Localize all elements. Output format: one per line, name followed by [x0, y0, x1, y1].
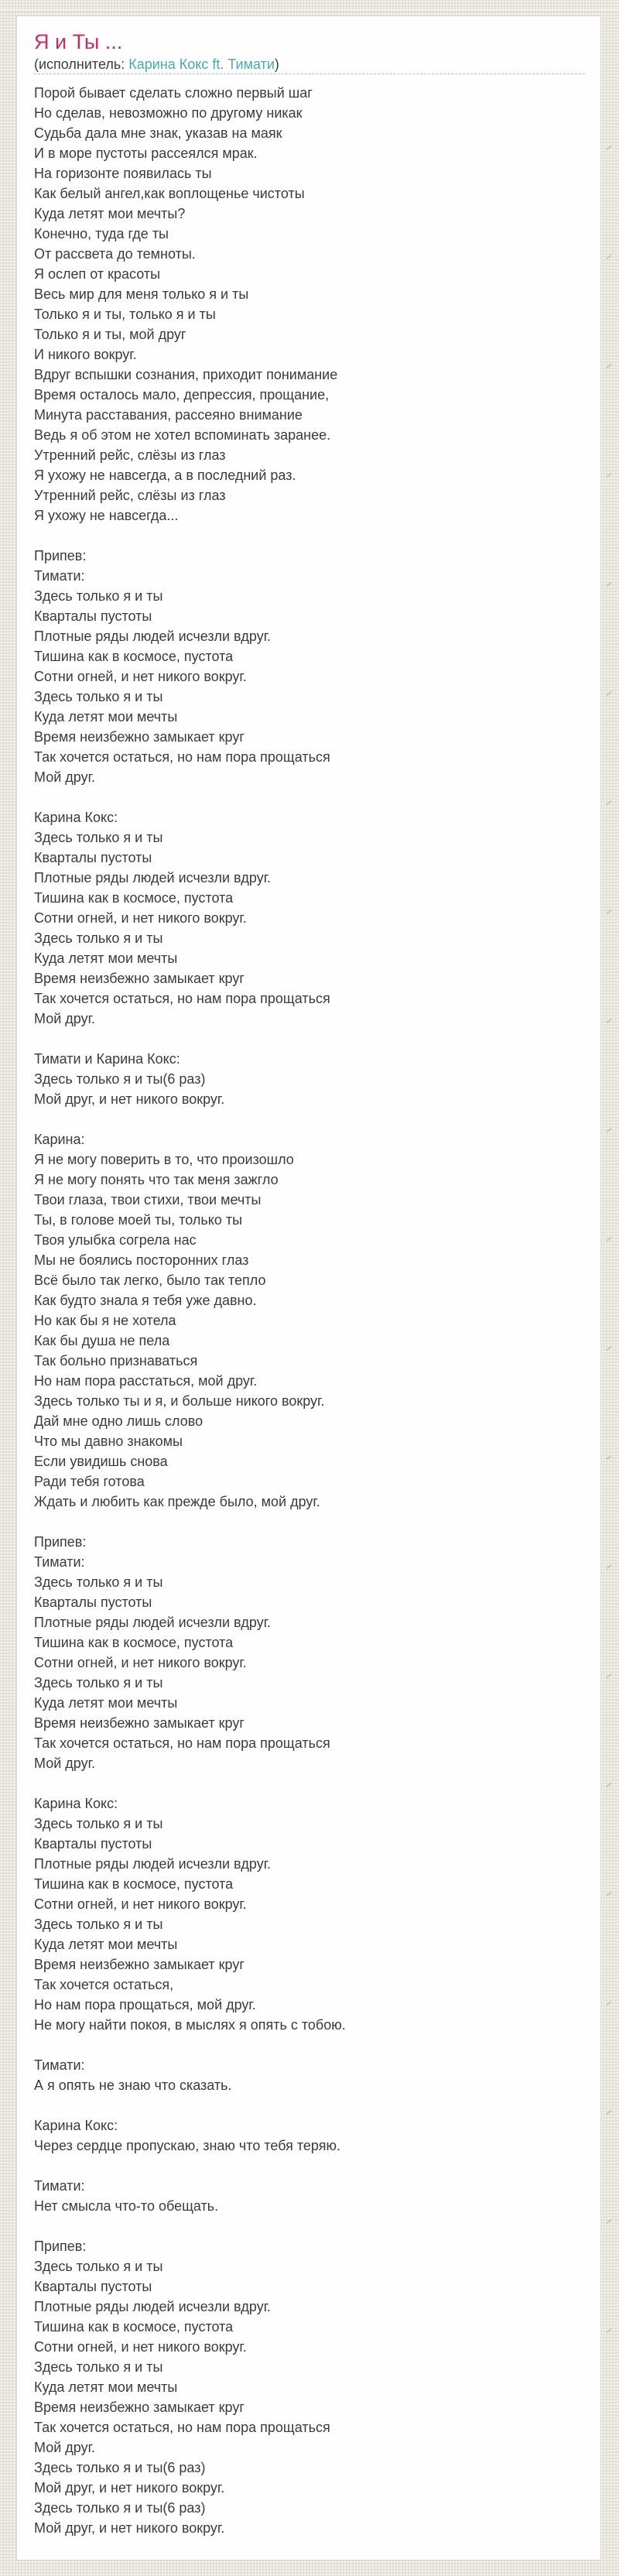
lyric-line: Время неизбежно замыкает круг [34, 971, 245, 986]
lyric-line: Судьба дала мне знак, указав на маяк [34, 125, 282, 141]
lyric-line: Куда летят мои мечты [34, 709, 178, 724]
lyric-line: Мой друг. [34, 1756, 95, 1771]
lyric-line: Здесь только я и ты [34, 1816, 163, 1831]
lyric-line: Утренний рейс, слёзы из глаз [34, 447, 226, 463]
lyric-line: Только я и ты, мой друг [34, 327, 186, 342]
performer-link[interactable]: Карина Кокс ft. Тимати [128, 57, 275, 72]
paper-texture-mark [606, 1237, 612, 1242]
paper-texture-mark [606, 146, 612, 151]
paper-texture-mark [606, 909, 612, 915]
lyric-line: Здесь только я и ты [34, 1917, 163, 1932]
lyric-line: Карина: [34, 1132, 85, 1147]
lyric-line: Порой бывает сделать сложно первый шаг [34, 85, 313, 101]
paper-texture-mark [606, 1128, 612, 1133]
lyric-line: Кварталы пустоты [34, 608, 152, 624]
page-top-seam [0, 9, 619, 11]
lyric-line: Так хочется остаться, но нам пора прощаться [34, 991, 330, 1006]
lyric-line: Что мы давно знакомы [34, 1434, 183, 1449]
lyric-line: Ведь я об этом не хотел вспоминать заранее. [34, 427, 331, 443]
paper-texture-mark [606, 1673, 612, 1679]
lyric-line: Я ухожу не навсегда, а в последний раз. [34, 468, 296, 483]
lyric-line: Как бы душа не пела [34, 1333, 170, 1348]
lyric-line: Но нам пора расстаться, мой друг. [34, 1373, 258, 1389]
lyric-line: Но как бы я не хотела [34, 1313, 176, 1328]
lyric-line: Сотни огней, и нет никого вокруг. [34, 1896, 247, 1912]
lyric-line: Так хочется остаться, но нам пора прощаться [34, 2420, 330, 2435]
lyric-line: Только я и ты, только я и ты [34, 307, 216, 322]
lyric-line: Твои глаза, твои стихи, твои мечты [34, 1192, 262, 1208]
lyric-line: Плотные ряды людей исчезли вдруг. [34, 870, 272, 886]
lyric-line: Мой друг. [34, 769, 95, 785]
lyric-line: Мы не боялись посторонних глаз [34, 1252, 249, 1268]
lyric-line: Здесь только я и ты(6 раз) [34, 2460, 206, 2475]
lyric-line: Куда летят мои мечты [34, 1937, 178, 1952]
lyric-line: Утренний рейс, слёзы из глаз [34, 488, 226, 503]
lyric-line: Так больно признаваться [34, 1353, 198, 1368]
lyric-line: Сотни огней, и нет никого вокруг. [34, 669, 247, 684]
lyric-line: От рассвета до темноты. [34, 246, 196, 262]
lyric-line: Я не могу понять что так меня зажгло [34, 1172, 279, 1187]
lyric-line: Ради тебя готова [34, 1474, 145, 1489]
lyric-line: Мой друг, и нет никого вокруг. [34, 2520, 225, 2536]
blank-line [34, 2035, 585, 2055]
lyric-line: Я ухожу не навсегда... [34, 508, 179, 523]
lyric-line: Кварталы пустоты [34, 1595, 152, 1610]
lyric-line: Кварталы пустоты [34, 2279, 152, 2294]
lyric-line: Плотные ряды людей исчезли вдруг. [34, 1615, 272, 1630]
paper-texture-mark [606, 800, 612, 806]
blank-line [34, 2216, 585, 2236]
paper-texture-mark [606, 2219, 612, 2225]
lyric-line: Тишина как в космосе, пустота [34, 890, 234, 906]
lyric-line: Плотные ряды людей исчезли вдруг. [34, 629, 272, 644]
lyric-line: Вдруг вспышки сознания, приходит понимание [34, 367, 338, 382]
lyric-line: Нет смысла что-то обещать. [34, 2198, 219, 2214]
lyric-line: Я не могу поверить в то, что произошло [34, 1152, 294, 1167]
lyric-line: На горизонте появилась ты [34, 166, 212, 181]
lyric-line: Здесь только я и ты [34, 930, 163, 946]
lyric-line: Сотни огней, и нет никого вокруг. [34, 1655, 247, 1670]
lyric-line: Ждать и любить как прежде было, мой друг. [34, 1494, 320, 1509]
lyric-line: Припев: [34, 548, 87, 564]
lyric-line: Плотные ряды людей исчезли вдруг. [34, 2299, 272, 2314]
paper-texture-mark [606, 255, 612, 260]
lyric-line: Здесь только я и ты [34, 689, 163, 704]
blank-line [34, 2156, 585, 2176]
lyric-line: Куда летят мои мечты [34, 951, 178, 966]
lyric-line: Здесь только я и ты(6 раз) [34, 2500, 206, 2516]
lyric-line: Карина Кокс: [34, 810, 118, 825]
lyric-line: Сотни огней, и нет никого вокруг. [34, 910, 247, 926]
blank-line [34, 2095, 585, 2115]
lyric-line: Твоя улыбка согрела нас [34, 1232, 197, 1248]
lyric-line: Мой друг, и нет никого вокруг. [34, 2480, 225, 2496]
blank-line [34, 1109, 585, 1129]
paper-texture-mark [606, 1455, 612, 1461]
lyric-line: Как белый ангел,как воплощенье чистоты [34, 186, 305, 201]
lyric-line: Ты, в голове моей ты, только ты [34, 1212, 243, 1228]
lyric-line: И никого вокруг. [34, 347, 137, 362]
lyric-line: Время неизбежно замыкает круг [34, 1715, 245, 1731]
lyric-line: Тишина как в космосе, пустота [34, 1876, 234, 1892]
lyric-line: Здесь только я и ты [34, 1675, 163, 1690]
lyric-line: Здесь только я и ты [34, 2259, 163, 2274]
lyric-line: И в море пустоты рассеялся мрак. [34, 146, 258, 161]
lyric-line: Так хочется остаться, но нам пора прощаться [34, 1735, 330, 1751]
performer-suffix: ) [274, 57, 279, 72]
blank-line [34, 1773, 585, 1793]
lyric-line: А я опять не знаю что сказать. [34, 2078, 232, 2093]
lyric-line: Тимати: [34, 2057, 85, 2073]
lyric-line: Время неизбежно замыкает круг [34, 729, 245, 745]
lyric-line: Так хочется остаться, [34, 1977, 174, 1992]
lyric-line: Здесь только я и ты(6 раз) [34, 1071, 206, 1087]
lyric-line: Тимати: [34, 2178, 85, 2194]
song-title: Я и Ты ... [34, 30, 123, 53]
lyric-line: Время осталось мало, депрессия, прощание, [34, 387, 330, 402]
paper-texture-mark [606, 2001, 612, 2006]
lyric-line: Весь мир для меня только я и ты [34, 286, 249, 302]
paper-texture-mark [606, 1783, 612, 1788]
paper-texture-mark [606, 2110, 612, 2115]
lyric-line: Здесь только я и ты [34, 830, 163, 845]
lyric-line: Куда летят мои мечты? [34, 206, 186, 221]
lyric-line: Если увидишь снова [34, 1454, 168, 1469]
performer-line [34, 57, 585, 74]
lyric-line: Тишина как в космосе, пустота [34, 2319, 234, 2334]
lyric-line: Всё было так легко, было так тепло [34, 1273, 266, 1288]
lyric-line: Здесь только я и ты [34, 1574, 163, 1590]
lyric-line: Я ослеп от красоты [34, 266, 161, 282]
lyric-line: Куда летят мои мечты [34, 1695, 178, 1711]
lyric-line: Через сердце пропускаю, знаю что тебя теряю. [34, 2138, 340, 2153]
lyric-line: Тимати: [34, 1554, 85, 1570]
lyrics-text [34, 83, 585, 2538]
lyric-line: Дай мне одно лишь слово [34, 1413, 203, 1429]
lyric-line: Кварталы пустоты [34, 850, 152, 865]
lyric-line: Но сделав, невозможно по другому никак [34, 105, 303, 121]
lyric-line: Не могу найти покоя, в мыслях я опять с тобою. [34, 2017, 346, 2033]
lyric-line: Но нам пора прощаться, мой друг. [34, 1997, 256, 2012]
paper-texture-mark [606, 1019, 612, 1024]
blank-line [34, 1029, 585, 1049]
lyric-line: Припев: [34, 1534, 87, 1550]
lyric-line: Сотни огней, и нет никого вокруг. [34, 2339, 247, 2355]
lyric-line: Как будто знала я тебя уже давно. [34, 1293, 257, 1308]
lyric-line: Куда летят мои мечты [34, 2379, 178, 2395]
paper-texture-mark [606, 2328, 612, 2334]
lyrics-card [16, 15, 601, 2561]
lyric-line: Плотные ряды людей исчезли вдруг. [34, 1856, 272, 1872]
lyric-line: Здесь только я и ты [34, 2359, 163, 2375]
lyric-line: Тимати и Карина Кокс: [34, 1051, 180, 1067]
paper-texture-mark [606, 1346, 612, 1351]
lyric-line: Кварталы пустоты [34, 1836, 152, 1852]
blank-line [34, 1512, 585, 1532]
paper-texture-mark [606, 1564, 612, 1570]
lyric-line: Мой друг. [34, 1011, 95, 1026]
blank-line [34, 787, 585, 807]
lyric-line: Здесь только ты и я, и больше никого вокруг. [34, 1393, 325, 1409]
paper-texture-mark [606, 691, 612, 697]
paper-texture-mark [606, 582, 612, 587]
paper-texture-mark [606, 1892, 612, 1897]
lyric-line: Минута расставания, рассеяно внимание [34, 407, 303, 423]
performer-label: (исполнитель: [34, 57, 129, 72]
paper-texture-mark [606, 364, 612, 369]
lyric-line: Карина Кокс: [34, 1796, 118, 1811]
lyric-line: Мой друг. [34, 2440, 95, 2455]
lyric-line: Здесь только я и ты [34, 588, 163, 604]
lyric-line: Карина Кокс: [34, 2118, 118, 2133]
blank-line [34, 526, 585, 546]
lyric-line: Припев: [34, 2239, 87, 2254]
lyric-line: Тишина как в космосе, пустота [34, 649, 234, 664]
lyric-line: Конечно, туда где ты [34, 226, 169, 242]
lyric-line: Тимати: [34, 568, 85, 584]
lyric-line: Время неизбежно замыкает круг [34, 2400, 245, 2415]
lyric-line: Так хочется остаться, но нам пора прощаться [34, 749, 330, 765]
lyric-line: Тишина как в космосе, пустота [34, 1635, 234, 1650]
lyric-line: Время неизбежно замыкает круг [34, 1957, 245, 1972]
lyric-line: Мой друг, и нет никого вокруг. [34, 1091, 225, 1107]
paper-texture-mark [606, 473, 612, 478]
